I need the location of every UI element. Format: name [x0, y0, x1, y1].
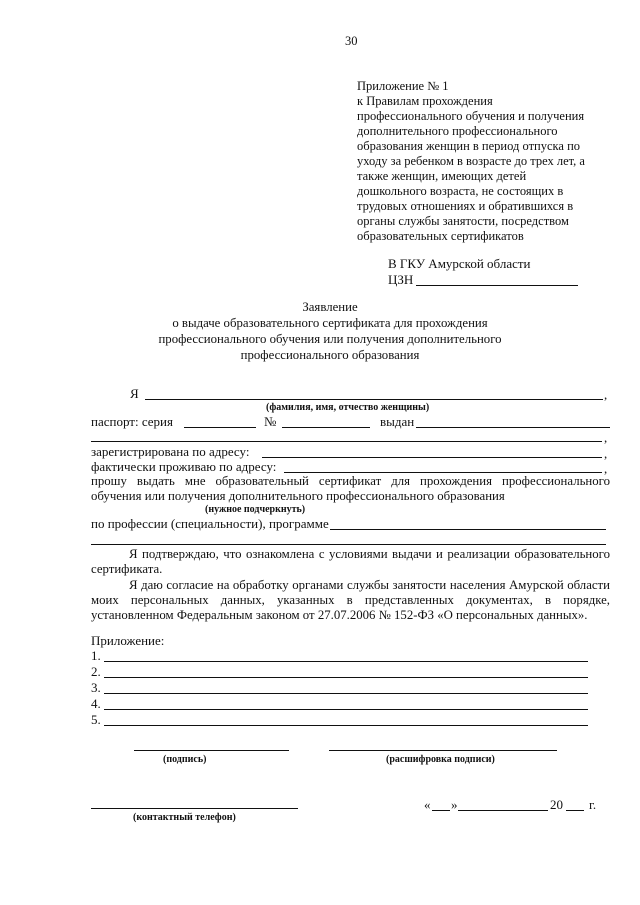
appendix-line: образовательных сертификатов [357, 229, 524, 243]
fio-caption: (фамилия, имя, отчество женщины) [266, 402, 430, 413]
underline-caption: (нужное подчеркнуть) [205, 504, 306, 515]
title-line2: профессионального обучения или получения дополнительного [158, 332, 502, 346]
comma: , [604, 446, 608, 461]
phone-caption: (контактный телефон) [133, 812, 236, 823]
signature-field[interactable] [134, 750, 289, 751]
comma: , [604, 461, 608, 476]
issued-label: выдан [380, 414, 415, 429]
number-label: № [264, 414, 277, 429]
living-label: фактически проживаю по адресу: [91, 459, 277, 474]
attachment-field[interactable] [104, 693, 588, 694]
comma: , [604, 430, 608, 445]
living-address-field[interactable] [284, 472, 602, 473]
appendix-line: профессионального обучения и получения [357, 109, 585, 123]
registered-address-field[interactable] [262, 457, 602, 458]
attachment-number: 2. [91, 664, 101, 679]
appendix-line: Приложение № 1 [357, 79, 449, 93]
appendix-block [357, 79, 607, 244]
appendix-line: образования женщин в период отпуска по [357, 139, 581, 153]
passport-series-field[interactable] [184, 427, 256, 428]
attachment-number: 4. [91, 696, 101, 711]
date-open-quote: « [424, 797, 431, 812]
phone-field[interactable] [91, 808, 298, 809]
year-suffix: г. [589, 797, 597, 812]
title-line3: профессионального образования [240, 348, 420, 362]
attachment-number: 5. [91, 712, 101, 727]
profession-continuation-field[interactable] [91, 544, 606, 545]
issued-by-field[interactable] [416, 427, 610, 428]
date-close-quote: » [451, 797, 458, 812]
consent-text: Я даю согласие на обработку органами службы занятости населения Амурской области моих персональных данных, указанных в представленных документах, в порядке, установленном Федеральным законом от 27.07.2006 № 152-ФЗ «О персональных данных». [91, 578, 610, 622]
appendix-line: дошкольного возраста, не состоящих в [357, 184, 564, 198]
i-label: Я [130, 386, 139, 401]
decoding-caption: (расшифровка подписи) [386, 754, 495, 765]
addressee-line2: ЦЗН [388, 272, 414, 287]
attachment-number: 1. [91, 648, 101, 663]
attachment-field[interactable] [104, 709, 588, 710]
signature-caption: (подпись) [163, 754, 207, 765]
date-day-field[interactable] [432, 810, 450, 811]
appendix-line: к Правилам прохождения [357, 94, 493, 108]
date-month-field[interactable] [458, 810, 548, 811]
attachment-number: 3. [91, 680, 101, 695]
signature-decoding-field[interactable] [329, 750, 557, 751]
attachment-field[interactable] [104, 661, 588, 662]
year-prefix: 20 [550, 797, 563, 812]
attachment-field[interactable] [104, 677, 588, 678]
page-number: 30 [345, 34, 358, 48]
attachment-field[interactable] [104, 725, 588, 726]
comma: , [604, 387, 608, 402]
title-heading: Заявление [302, 300, 358, 314]
addressee-line1: В ГКУ Амурской области [388, 256, 531, 271]
request-text: прошу выдать мне образовательный сертификат для прохождения профессионального обучения или получения дополнительного профессионального образования [91, 474, 610, 503]
issued-by-continuation-field[interactable] [91, 441, 602, 442]
registered-label: зарегистрирована по адресу: [91, 444, 250, 459]
appendix-line: органы службы занятости, посредством [357, 214, 569, 228]
czn-field[interactable] [416, 285, 578, 286]
fio-field[interactable] [145, 399, 603, 400]
profession-label: по профессии (специальности), программе [91, 516, 329, 531]
appendix-line: дополнительного профессионального [357, 124, 558, 138]
passport-number-field[interactable] [282, 427, 370, 428]
appendix-line: уходу за ребенком в возрасте до трех лет, а [357, 154, 585, 168]
appendix-line: также женщин, имеющих детей [357, 169, 527, 183]
profession-field[interactable] [330, 529, 606, 530]
title-line1: о выдаче образовательного сертификата для прохождения [172, 316, 488, 330]
passport-label: паспорт: серия [91, 414, 173, 429]
date-year-field[interactable] [566, 810, 584, 811]
confirm-text: Я подтверждаю, что ознакомлена с условиями выдачи и реализации образовательного сертификата. [91, 547, 610, 576]
appendix-line: трудовых отношениях и обратившихся в [357, 199, 574, 213]
attachments-label: Приложение: [91, 633, 165, 648]
